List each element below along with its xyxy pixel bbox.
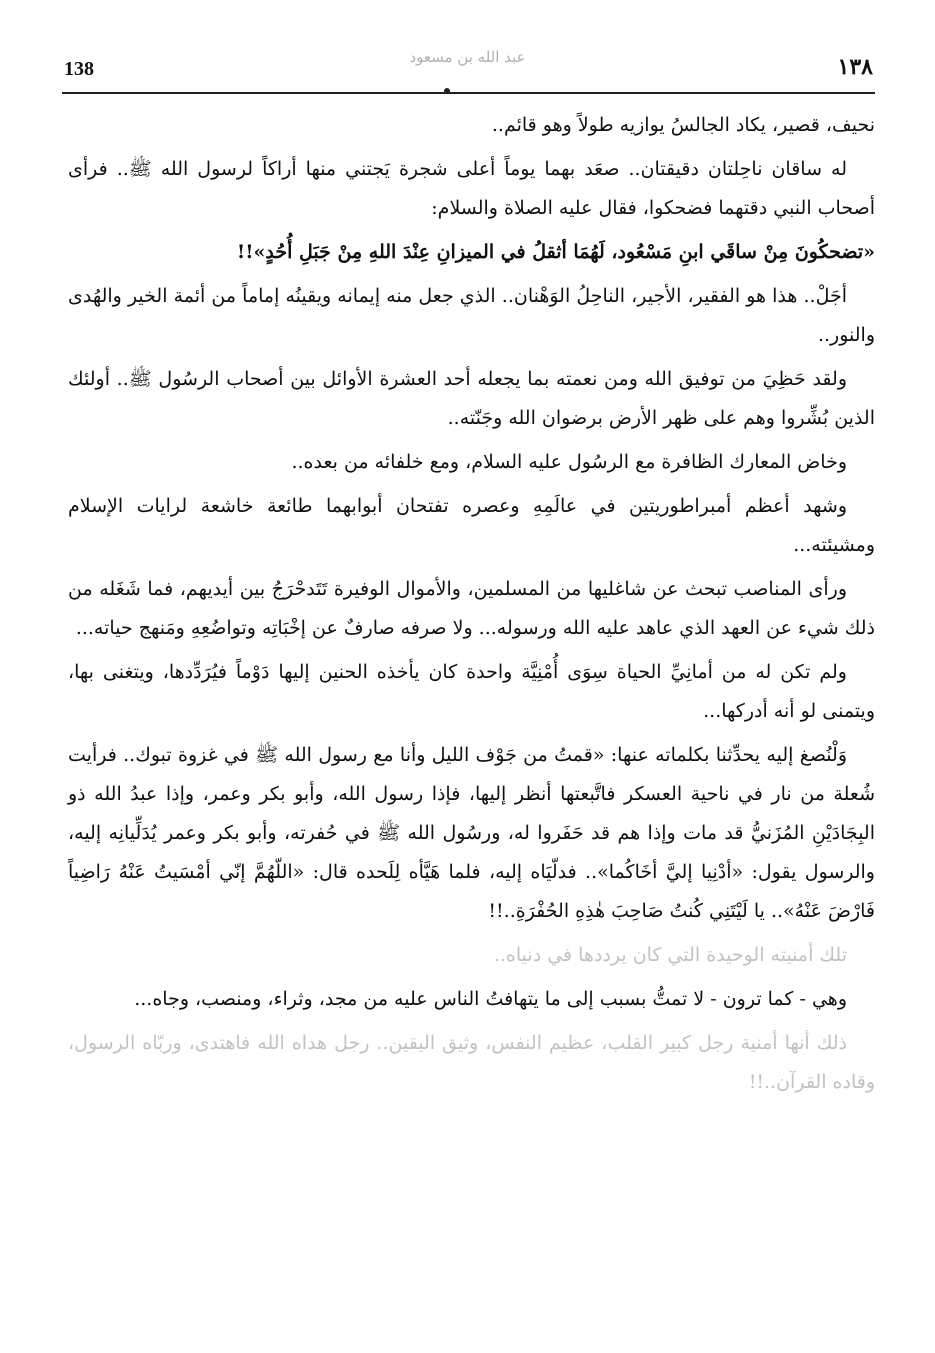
paragraph: له ساقان ناحِلتان دقيقتان.. صعَد بهما يوماً أعلى شجرة يَجتني منها أراكاً لرسول الله ﷺ.. فرأى أصحاب النبي دقتهما فضحكوا، فقال عليه الصلاة والسلام: — [68, 158, 875, 219]
paragraph: نحيف، قصير، يكاد الجالسُ يوازيه طولاً وهو قائم.. — [491, 114, 875, 136]
paragraph: وشهد أعظم أمبراطوريتين في عالَمِهِ وعصره تفتحان أبوابهما طائعة خاشعة لرايات الإسلام ومشيئته... — [68, 495, 875, 556]
header-rule-ornament — [444, 88, 450, 94]
page-number-latin: 138 — [64, 58, 94, 80]
paragraph: وهي - كما ترون - لا تمتُّ بسبب إلى ما يتهافتُ الناس عليه من مجد، وثراء، ومنصب، وجاه... — [134, 988, 847, 1010]
hadith-quote: «تضحكُونَ مِنْ ساقَي ابنِ مَسْعُود، لَهُمَا أثقلُ في الميزانِ عِنْدَ اللهِ مِنْ جَبَلِ أُحُدٍ»!! — [236, 241, 875, 263]
header-rule — [62, 92, 875, 94]
paragraph: ولم تكن له من أمانِيِّ الحياة سِوَى أُمْنِيَّة واحدة كان يأخذه الحنين إليها دَوْماً فيُرَدِّدها، ويتغنى بها، ويتمنى لو أنه أدركها... — [68, 661, 875, 722]
faded-paragraph: ذلك أنها أمنية رجل كبير القلب، عظيم النفس، وثيق اليقين.. رجل هداه الله فاهتدى، وربّاه الرسول، وقاده القرآن..!! — [68, 1032, 875, 1093]
faded-paragraph: تلك أمنيته الوحيدة التي كان يرددها في دنياه.. — [493, 944, 847, 966]
paragraph: وخاض المعارك الظافرة مع الرسُول عليه السلام، ومع خلفائه من بعده.. — [291, 451, 847, 473]
paragraph: ولقد حَظِيَ من توفيق الله ومن نعمته بما يجعله أحد العشرة الأوائل بين أصحاب الرسُول ﷺ.. أولئك الذين بُشِّروا وهم على ظهر الأرض برضوان الله وجَنّته.. — [68, 368, 875, 429]
page-number-arabic: ١٣٨ — [837, 54, 873, 80]
running-head: عبد الله بن مسعود — [409, 48, 526, 66]
paragraph: أجَلْ.. هذا هو الفقير، الأجير، الناحِلُ الوَهْنان.. الذي جعل منه إيمانه ويقينُه إماماً من أئمة الخير والهُدى والنور.. — [68, 285, 875, 346]
paragraph: وَلْنُصغ إليه يحدِّثنا بكلماته عنها: «قمتُ من جَوْف الليل وأنا مع رسول الله ﷺ في غزوة تبوك.. فرأيت شُعلة من نار في ناحية العسكر فاتَّبعتها أنظر إليها، فإذا رسول الله، وأبو بكر وعمر، وإذا عبدُ الله ذو البِجَادَيْنِ المُزَنيُّ قد مات وإذا هم قد حَفَروا له، ورسُول الله ﷺ في حُفرته، وأبو بكر وعمر يُدَلِّيانِه إليه، والرسول يقول: «أدْنِيا إليَّ أخَاكُما».. فدلّيَاه إليه، فلما هَيَّأه لِلَحده قال: «اللّهُمَّ إنّي أمْسَيتُ عَنْهُ رَاضِياً فَارْضَ عَنْهُ».. يا لَيْتَنِي كُنتُ صَاحِبَ هٰذِهِ الحُفْرَةِ..!! — [68, 744, 875, 922]
paragraph: ورأى المناصب تبحث عن شاغليها من المسلمين، والأموال الوفيرة تَتَدحْرَجُ بين أيديهم، فما شَغَله من ذلك شيء عن العهد الذي عاهد عليه الله ورسوله... ولا صرفه صارفٌ عن إخْبَاتِه وتواضُعِهِ ومَنهج حياته... — [68, 578, 875, 639]
body-text — [68, 106, 875, 1107]
